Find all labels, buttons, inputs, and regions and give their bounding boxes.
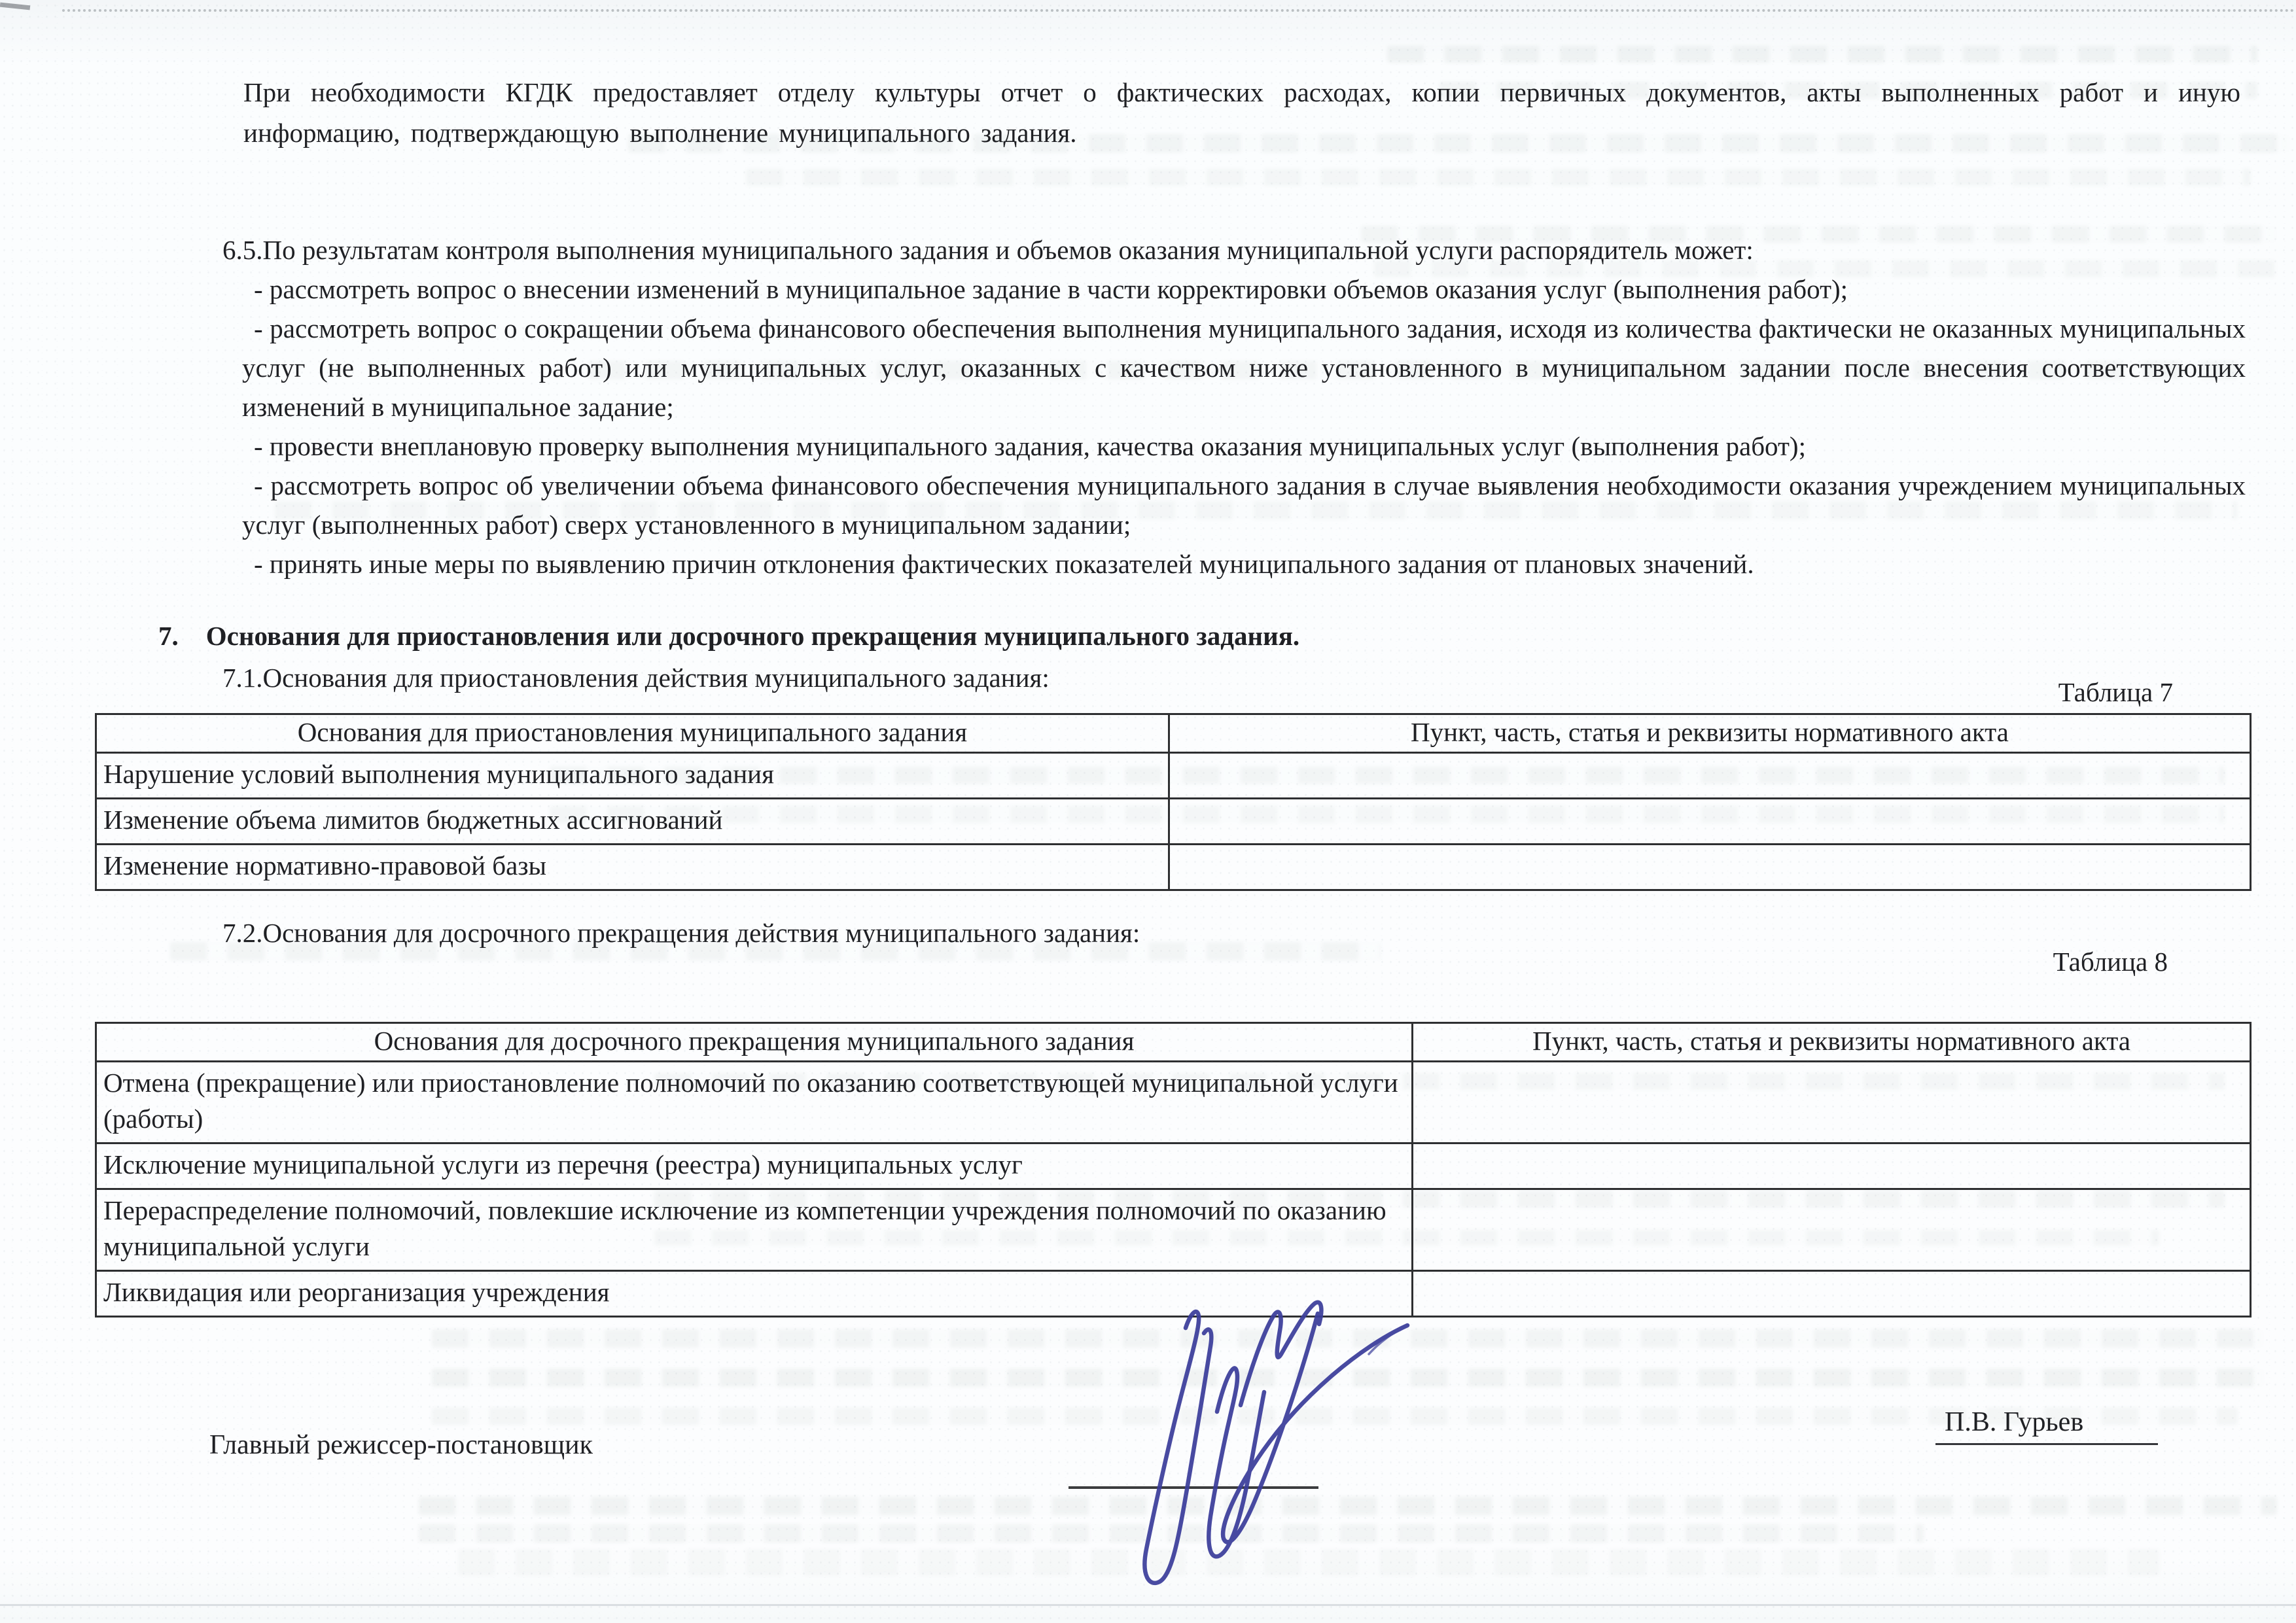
column-header-legal-ref: Пункт, часть, статья и реквизиты нормативного акта	[1169, 714, 2250, 753]
handwritten-signature-ink	[1112, 1294, 1420, 1595]
scan-edge-artifact	[0, 3, 30, 10]
list-item: - провести внеплановую проверку выполнения муниципального задания, качества оказания муниципальных услуг (выполнения работ);	[254, 431, 1806, 461]
legal-ref-cell	[1413, 1143, 2251, 1189]
intro-paragraph: При необходимости КГДК предоставляет отделу культуры отчет о фактических расходах, копии первичных документов, акты выполненных работ и иную информацию, подтверждающую выполнение муниципального задания.	[243, 77, 2240, 148]
grounds-cell: Перераспределение полномочий, повлекшие исключение из компетенции учреждения полномочий по оказанию муниципальной услуги	[96, 1189, 1413, 1271]
table-7	[95, 713, 2252, 891]
clause-6-5	[222, 230, 2246, 584]
clause-lead-text: По результатам контроля выполнения муниципального задания и объемов оказания муниципальной услуги распорядитель может:	[262, 235, 1754, 265]
legal-ref-cell	[1413, 1062, 2251, 1143]
section-7-heading	[158, 620, 1299, 652]
column-header-grounds: Основания для приостановления муниципального задания	[96, 714, 1169, 753]
list-item: - рассмотреть вопрос о сокращении объема финансового обеспечения выполнения муниципального задания, исходя из количества фактически не оказанных муниципальных услуг (не выполненных работ) или муниципальных услуг, оказанных с качеством ниже установленного в муниципальном задании после внесения соответствующих изменений в муниципальное задание;	[242, 313, 2246, 422]
table-7-caption: Таблица 7	[2058, 677, 2173, 707]
table-row	[96, 1062, 2251, 1143]
grounds-cell: Отмена (прекращение) или приостановление полномочий по оказанию соответствующей муниципальной услуги (работы)	[96, 1062, 1413, 1143]
grounds-cell: Нарушение условий выполнения муниципального задания	[96, 753, 1169, 799]
table-row	[96, 1143, 2251, 1189]
column-header-grounds: Основания для досрочного прекращения муниципального задания	[96, 1023, 1413, 1062]
clause-6-5-lead	[222, 230, 2246, 270]
column-header-legal-ref: Пункт, часть, статья и реквизиты нормативного акта	[1413, 1023, 2251, 1062]
list-item: - рассмотреть вопрос о внесении изменений в муниципальное задание в части корректировки объемов оказания услуг (выполнения работ);	[254, 274, 1848, 304]
bleedthrough-artifact	[746, 169, 2251, 186]
grounds-cell: Исключение муниципальной услуги из перечня (реестра) муниципальных услуг	[96, 1143, 1413, 1189]
signatory-name: П.В. Гурьев	[1945, 1407, 2084, 1437]
clause-7-2: 7.2.Основания для досрочного прекращения действия муниципального задания:	[222, 918, 1140, 948]
signature-position-label: Главный режиссер-постановщик	[209, 1430, 593, 1460]
scan-edge-artifact	[0, 1604, 2296, 1606]
grounds-cell: Ликвидация или реорганизация учреждения	[96, 1271, 1413, 1317]
table-row	[96, 845, 2251, 890]
legal-ref-cell	[1413, 1271, 2251, 1317]
table-header-row	[96, 1023, 2251, 1062]
table-8-caption: Таблица 8	[2053, 947, 2168, 977]
bleedthrough-artifact	[1387, 46, 2257, 63]
grounds-cell: Изменение нормативно-правовой базы	[96, 845, 1169, 890]
legal-ref-cell	[1169, 753, 2250, 799]
list-item: - принять иные меры по выявлению причин отклонения фактических показателей муниципального задания от плановых значений.	[254, 549, 1754, 579]
table-header-row	[96, 714, 2251, 753]
legal-ref-cell	[1169, 799, 2250, 845]
legal-ref-cell	[1413, 1189, 2251, 1271]
table-row	[96, 753, 2251, 799]
section-number: 7.	[158, 621, 179, 651]
signatory-name-underline	[1935, 1443, 2158, 1445]
section-title: Основания для приостановления или досрочного прекращения муниципального задания.	[205, 621, 1300, 651]
list-item: - рассмотреть вопрос об увеличении объема финансового обеспечения муниципального задания в случае выявления необходимости оказания учреждением муниципальных услуг (выполненных работ) сверх установленного в муниципальном задании;	[242, 470, 2246, 540]
scan-edge-artifact	[62, 9, 2296, 12]
table-row	[96, 799, 2251, 845]
grounds-cell: Изменение объема лимитов бюджетных ассигнований	[96, 799, 1169, 845]
clause-7-1: 7.1.Основания для приостановления действия муниципального задания:	[222, 663, 1050, 693]
legal-ref-cell	[1169, 845, 2250, 890]
clause-number: 6.5.	[222, 235, 263, 265]
table-8	[95, 1022, 2252, 1318]
table-row	[96, 1189, 2251, 1271]
